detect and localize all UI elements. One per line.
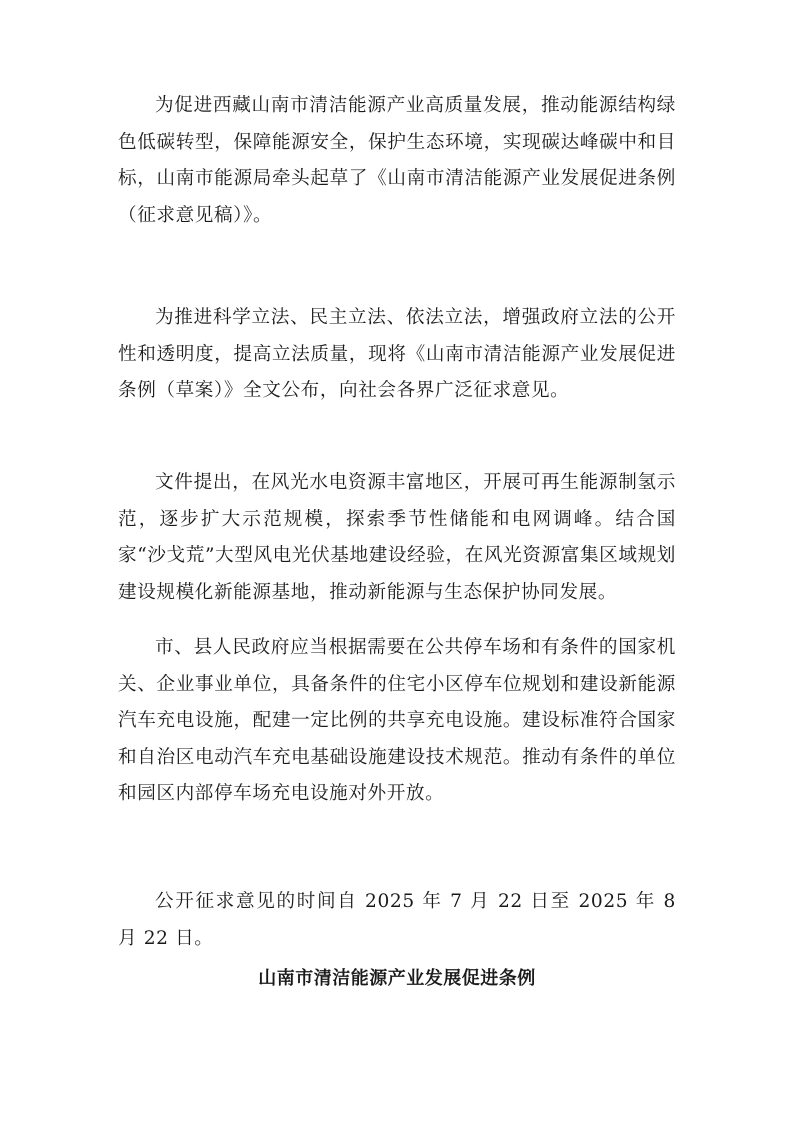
paragraph-publication: 为推进科学立法、民主立法、依法立法，增强政府立法的公开性和透明度，提高立法质量，现将《山南市清洁能源产业发展促进条例（草案）》全文公布，向社会各界广泛征求意见。 [118, 307, 676, 401]
regulation-title: 山南市清洁能源产业发展促进条例 [258, 968, 536, 989]
paragraph-intro: 为促进西藏山南市清洁能源产业高质量发展，推动能源结构绿色低碳转型，保障能源安全，保护生态环境，实现碳达峰碳中和目标，山南市能源局牵头起草了《山南市清洁能源产业发展促进条例（征求意见稿）》。 [118, 95, 676, 226]
paragraph-comment-period: 公开征求意见的时间自 2025 年 7 月 22 日至 2025 年 8 月 22 日。 [118, 891, 676, 949]
paragraph-hydrogen-energy: 文件提出，在风光水电资源丰富地区，开展可再生能源制氢示范，逐步扩大示范规模，探索季节性储能和电网调峰。结合国家“沙戈荒”大型风电光伏基地建设经验，在风光资源富集区域规划建设规模化新能源基地，推动新能源与生态保护协同发展。 [118, 472, 676, 603]
paragraph-charging-facilities: 市、县人民政府应当根据需要在公共停车场和有条件的国家机关、企业事业单位，具备条件的住宅小区停车位规划和建设新能源汽车充电设施，配建一定比例的共享充电设施。建设标准符合国家和自治区电动汽车充电基础设施建设技术规范。推动有条件的单位和园区内部停车场充电设施对外开放。 [118, 637, 676, 804]
